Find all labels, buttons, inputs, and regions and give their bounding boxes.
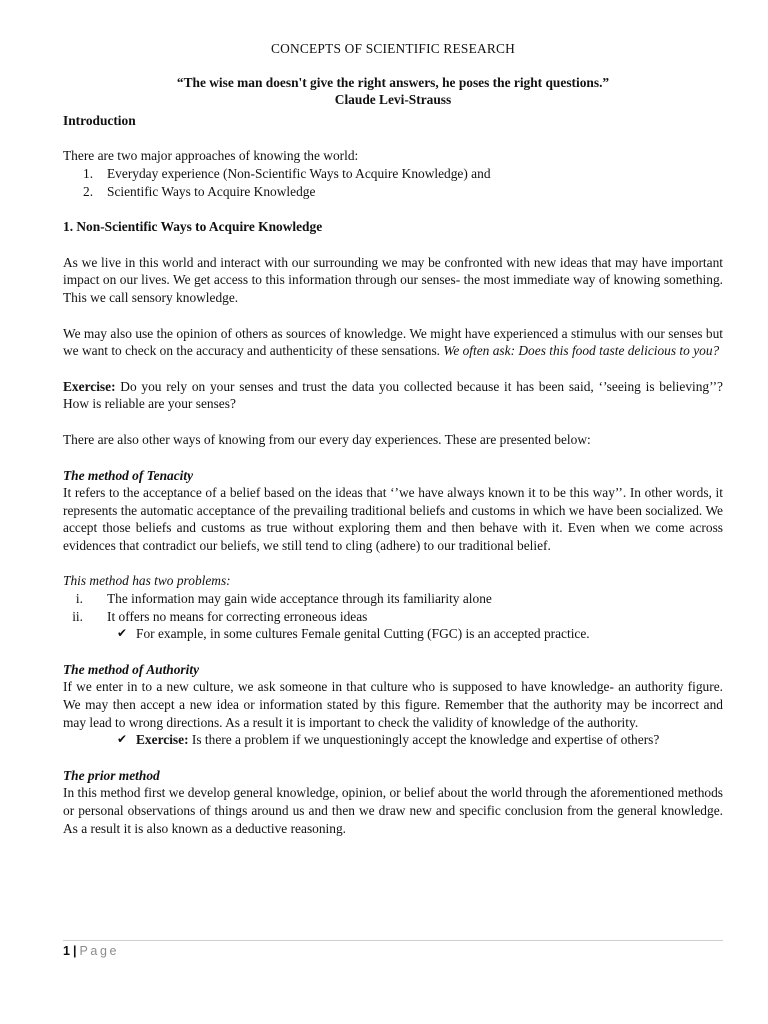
- check-icon: ✔: [117, 626, 128, 641]
- page-number: 1: [63, 944, 70, 958]
- epigraph-author: Claude Levi-Strauss: [334, 92, 452, 108]
- paragraph-opinion-of-others: [63, 325, 723, 360]
- approaches-list: [63, 165, 723, 200]
- exercise-senses: [63, 378, 723, 413]
- page-footer: [63, 940, 723, 958]
- exercise-text: Is there a problem if we unquestioningly accept the knowledge and expertise of others?: [188, 732, 660, 748]
- subheading-tenacity: The method of Tenacity: [63, 467, 194, 483]
- list-item-text: It offers no means for correcting erroneous ideas: [107, 608, 368, 624]
- page-label: Page: [79, 944, 120, 958]
- epigraph-quote: “The wise man doesn't give the right answers, he poses the right questions.”: [176, 74, 610, 90]
- exercise-label: Exercise:: [136, 732, 189, 748]
- paragraph-authority: If we enter in to a new culture, we ask someone in that culture who is supposed to have knowledge- an authority figure. We may then accept a new idea or information stated by this figure. Remember that the authority may be incorrect and may lead to wrong directions. As a result it is important to check the validity of knowledge of the authority.: [63, 679, 723, 730]
- paragraph-other-ways: There are also other ways of knowing from our every day experiences. These are presented below:: [63, 431, 591, 447]
- list-item: [63, 183, 723, 201]
- exercise-label: Exercise:: [63, 378, 116, 394]
- example-bullet: [63, 625, 723, 643]
- list-item: [63, 608, 723, 626]
- subheading-prior-method: The prior method: [63, 767, 160, 783]
- list-item-number: ii.: [72, 608, 83, 624]
- introduction-lead: There are two major approaches of knowing the world:: [63, 148, 359, 164]
- example-text: For example, in some cultures Female genital Cutting (FGC) is an accepted practice.: [136, 626, 590, 642]
- document-page: [63, 40, 723, 837]
- paragraph-tenacity: It refers to the acceptance of a belief based on the ideas that ‘’we have always known it to be this way’’. In other words, it represents the automatic acceptance of the prevailing traditional beliefs and customs in which we have been socialized. We accept those beliefs and customs as true without exploring them and then behave with it. Even when we come across evidences that contradict our beliefs, we still tend to cling (adhere) to our traditional belief.: [63, 485, 723, 553]
- list-item: [63, 590, 723, 608]
- list-item-number: i.: [75, 591, 83, 607]
- list-item-text: Everyday experience (Non-Scientific Ways to Acquire Knowledge) and: [107, 165, 491, 181]
- list-item-text: Scientific Ways to Acquire Knowledge: [107, 183, 316, 199]
- paragraph-text: We may also use the opinion of others as sources of knowledge. We might have experienced a stimulus with our senses but we want to check on the accuracy and authenticity of these sensations.: [63, 325, 723, 359]
- problems-list: [63, 590, 723, 625]
- list-item-text: The information may gain wide acceptance through its familiarity alone: [107, 591, 492, 607]
- document-title: CONCEPTS OF SCIENTIFIC RESEARCH: [271, 41, 515, 56]
- list-item-number: 2.: [83, 183, 94, 199]
- list-item-number: 1.: [83, 165, 94, 181]
- list-item: [63, 165, 723, 183]
- paragraph-italic-question: We often ask: Does this food taste delicious to you?: [443, 343, 720, 359]
- exercise-text: Do you rely on your senses and trust the data you collected because it has been said, ‘’seeing is believing’’? How is reliable are your senses?: [63, 378, 723, 412]
- paragraph-prior-method: In this method first we develop general knowledge, opinion, or belief about the world through the aforementioned methods or personal observations of things around us and then we draw new and specific conclusion from the general knowledge. As a result it is also known as a deductive reasoning.: [63, 785, 723, 836]
- paragraph-sensory-knowledge: As we live in this world and interact with our surrounding we may be confronted with new ideas that may have important impact on our lives. We get access to this information through our senses- the most immediate way of knowing something. This we call sensory knowledge.: [63, 254, 723, 305]
- check-icon: ✔: [117, 732, 128, 747]
- footer-separator: |: [72, 944, 77, 958]
- exercise-bullet: [63, 731, 723, 749]
- problems-lead: This method has two problems:: [63, 573, 231, 589]
- subheading-authority: The method of Authority: [63, 661, 200, 677]
- introduction-heading: Introduction: [63, 112, 136, 128]
- section-heading-non-scientific: 1. Non-Scientific Ways to Acquire Knowledge: [63, 219, 323, 235]
